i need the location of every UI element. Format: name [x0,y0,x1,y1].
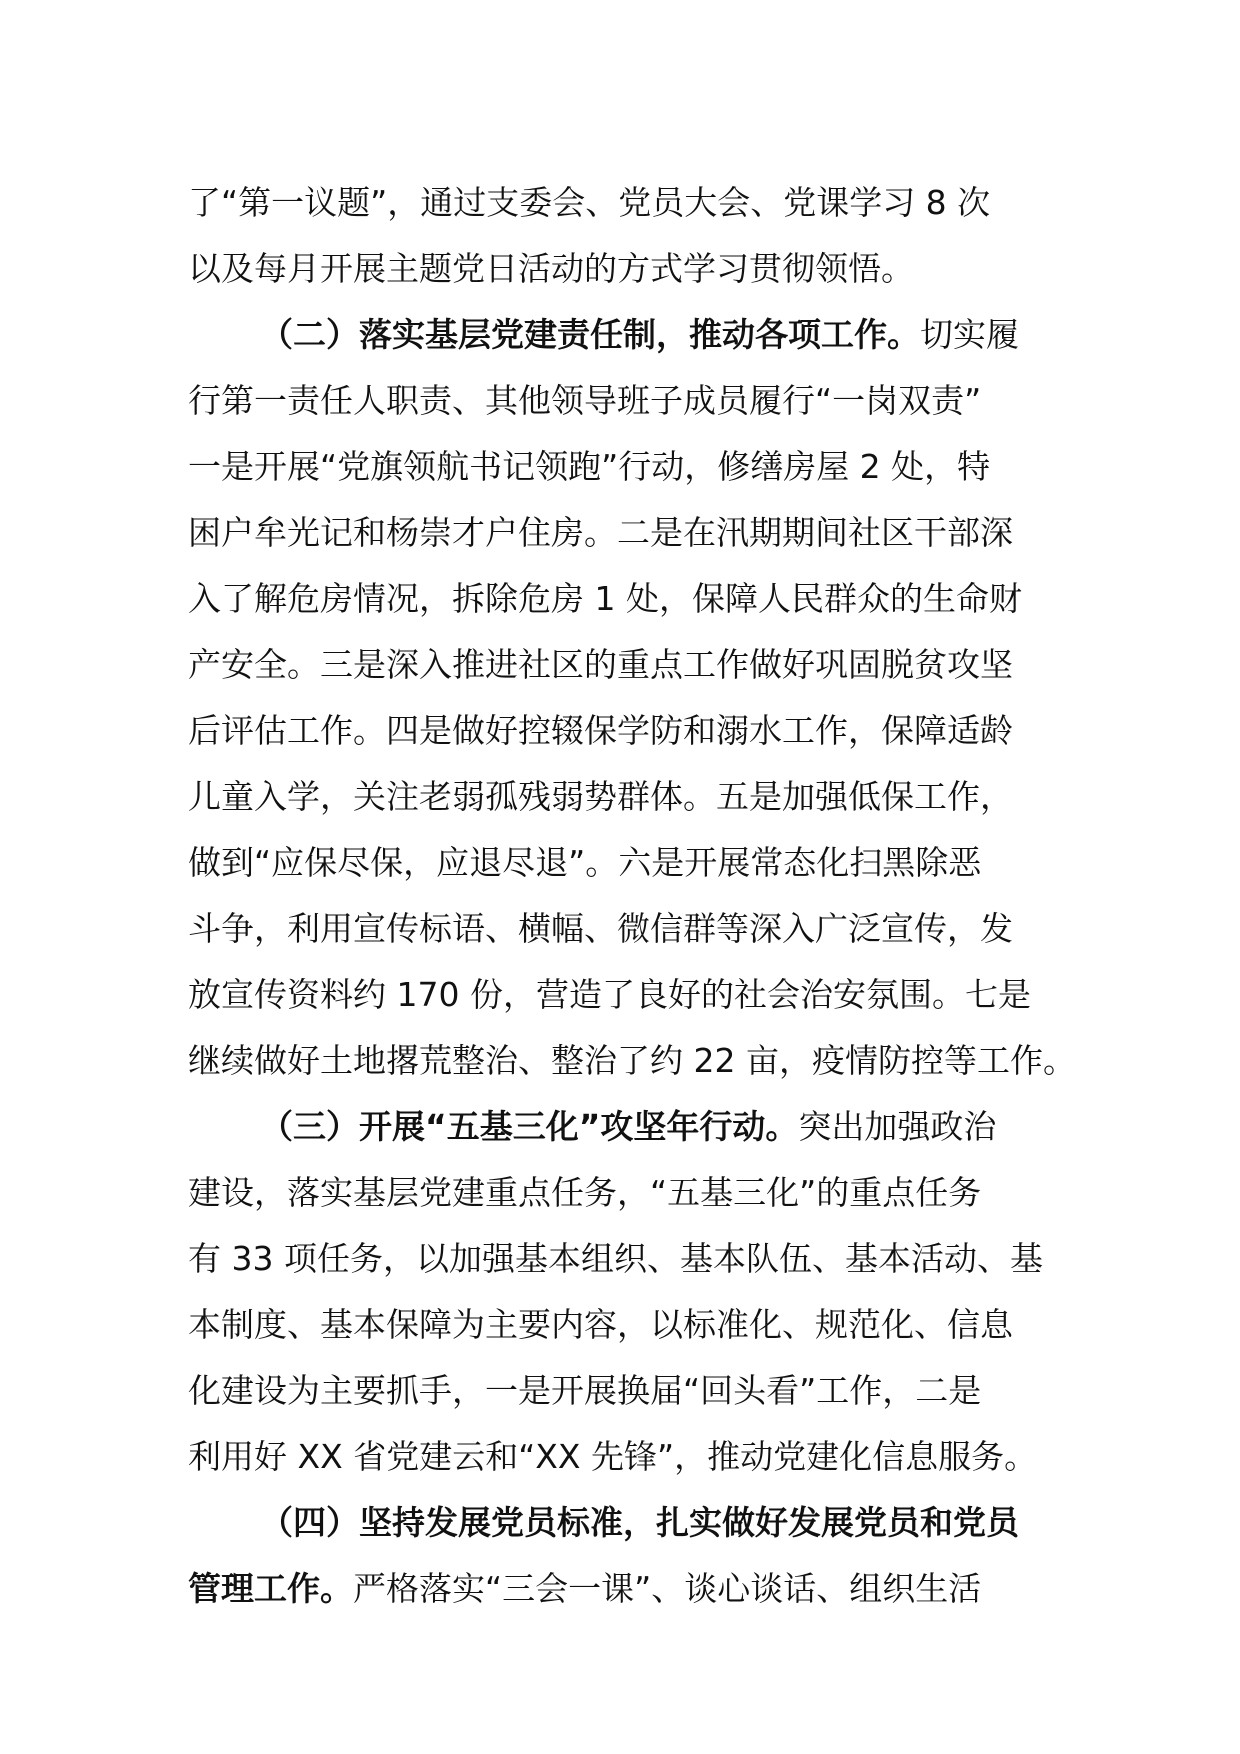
text-line [188,962,1058,1028]
body-text: 有 33 项任务，以加强基本组织、基本队伍、基本活动、基 [188,1239,1043,1278]
section-heading-text: （二）落实基层党建责任制，推动各项工作。 [260,315,920,354]
text-line [188,1160,1058,1226]
text-line [188,1358,1058,1424]
text-line [188,236,1058,302]
body-text: 严格落实“三会一课”、谈心谈话、组织生活 [353,1569,982,1608]
text-line [188,1424,1058,1490]
text-line [188,1556,1058,1622]
section-heading-text: （四）坚持发展党员标准，扎实做好发展党员和党员 [260,1503,1019,1542]
text-line [188,302,1058,368]
body-text: 放宣传资料约 170 份，营造了良好的社会治安氛围。七是 [188,975,1031,1014]
body-text: 行第一责任人职责、其他领导班子成员履行“一岗双责” [188,381,982,420]
body-text: 困户牟光记和杨崇才户住房。二是在汛期期间社区干部深 [188,513,1013,552]
text-line [188,1292,1058,1358]
body-text: 本制度、基本保障为主要内容，以标准化、规范化、信息 [188,1305,1013,1344]
body-text: 以及每月开展主题党日活动的方式学习贯彻领悟。 [188,249,914,288]
body-text: 儿童入学，关注老弱孤残弱势群体。五是加强低保工作， [188,777,1013,816]
body-text: 一是开展“党旗领航书记领跑”行动，修缮房屋 2 处，特 [188,447,991,486]
body-text: 化建设为主要抓手，一是开展换届“回头看”工作，二是 [188,1371,982,1410]
text-line [188,1028,1076,1094]
text-line [188,170,1058,236]
text-line [188,1094,1058,1160]
body-text: 切实履 [920,315,1019,354]
body-text: 了“第一议题”，通过支委会、党员大会、党课学习 8 次 [188,183,991,222]
text-line [188,632,1058,698]
body-text: 斗争，利用宣传标语、横幅、微信群等深入广泛宣传，发 [188,909,1013,948]
body-text: 产安全。三是深入推进社区的重点工作做好巩固脱贫攻坚 [188,645,1013,684]
body-text: 建设，落实基层党建重点任务，“五基三化”的重点任务 [188,1173,982,1212]
text-line [188,896,1058,962]
body-text: 利用好 XX 省党建云和“XX 先锋”，推动党建化信息服务。 [188,1437,1038,1476]
text-line [188,830,1058,896]
text-line [188,1226,1058,1292]
text-line [188,764,1058,830]
section-heading-text: 管理工作。 [188,1569,353,1608]
text-line [188,434,1058,500]
body-text: 做到“应保尽保，应退尽退”。六是开展常态化扫黑除恶 [188,843,982,882]
section-heading-text: （三）开展“五基三化”攻坚年行动。 [260,1107,799,1146]
text-line [188,500,1058,566]
text-line [188,698,1058,764]
body-text: 后评估工作。四是做好控辍保学防和溺水工作，保障适龄 [188,711,1013,750]
body-text: 继续做好土地撂荒整治、整治了约 22 亩，疫情防控等工作。 [188,1041,1076,1080]
text-line [188,566,1058,632]
document-body [188,170,1076,1622]
body-text: 突出加强政治 [798,1107,997,1146]
text-line [188,368,1058,434]
body-text: 入了解危房情况，拆除危房 1 处，保障人民群众的生命财 [188,579,1022,618]
text-line [188,1490,1058,1556]
